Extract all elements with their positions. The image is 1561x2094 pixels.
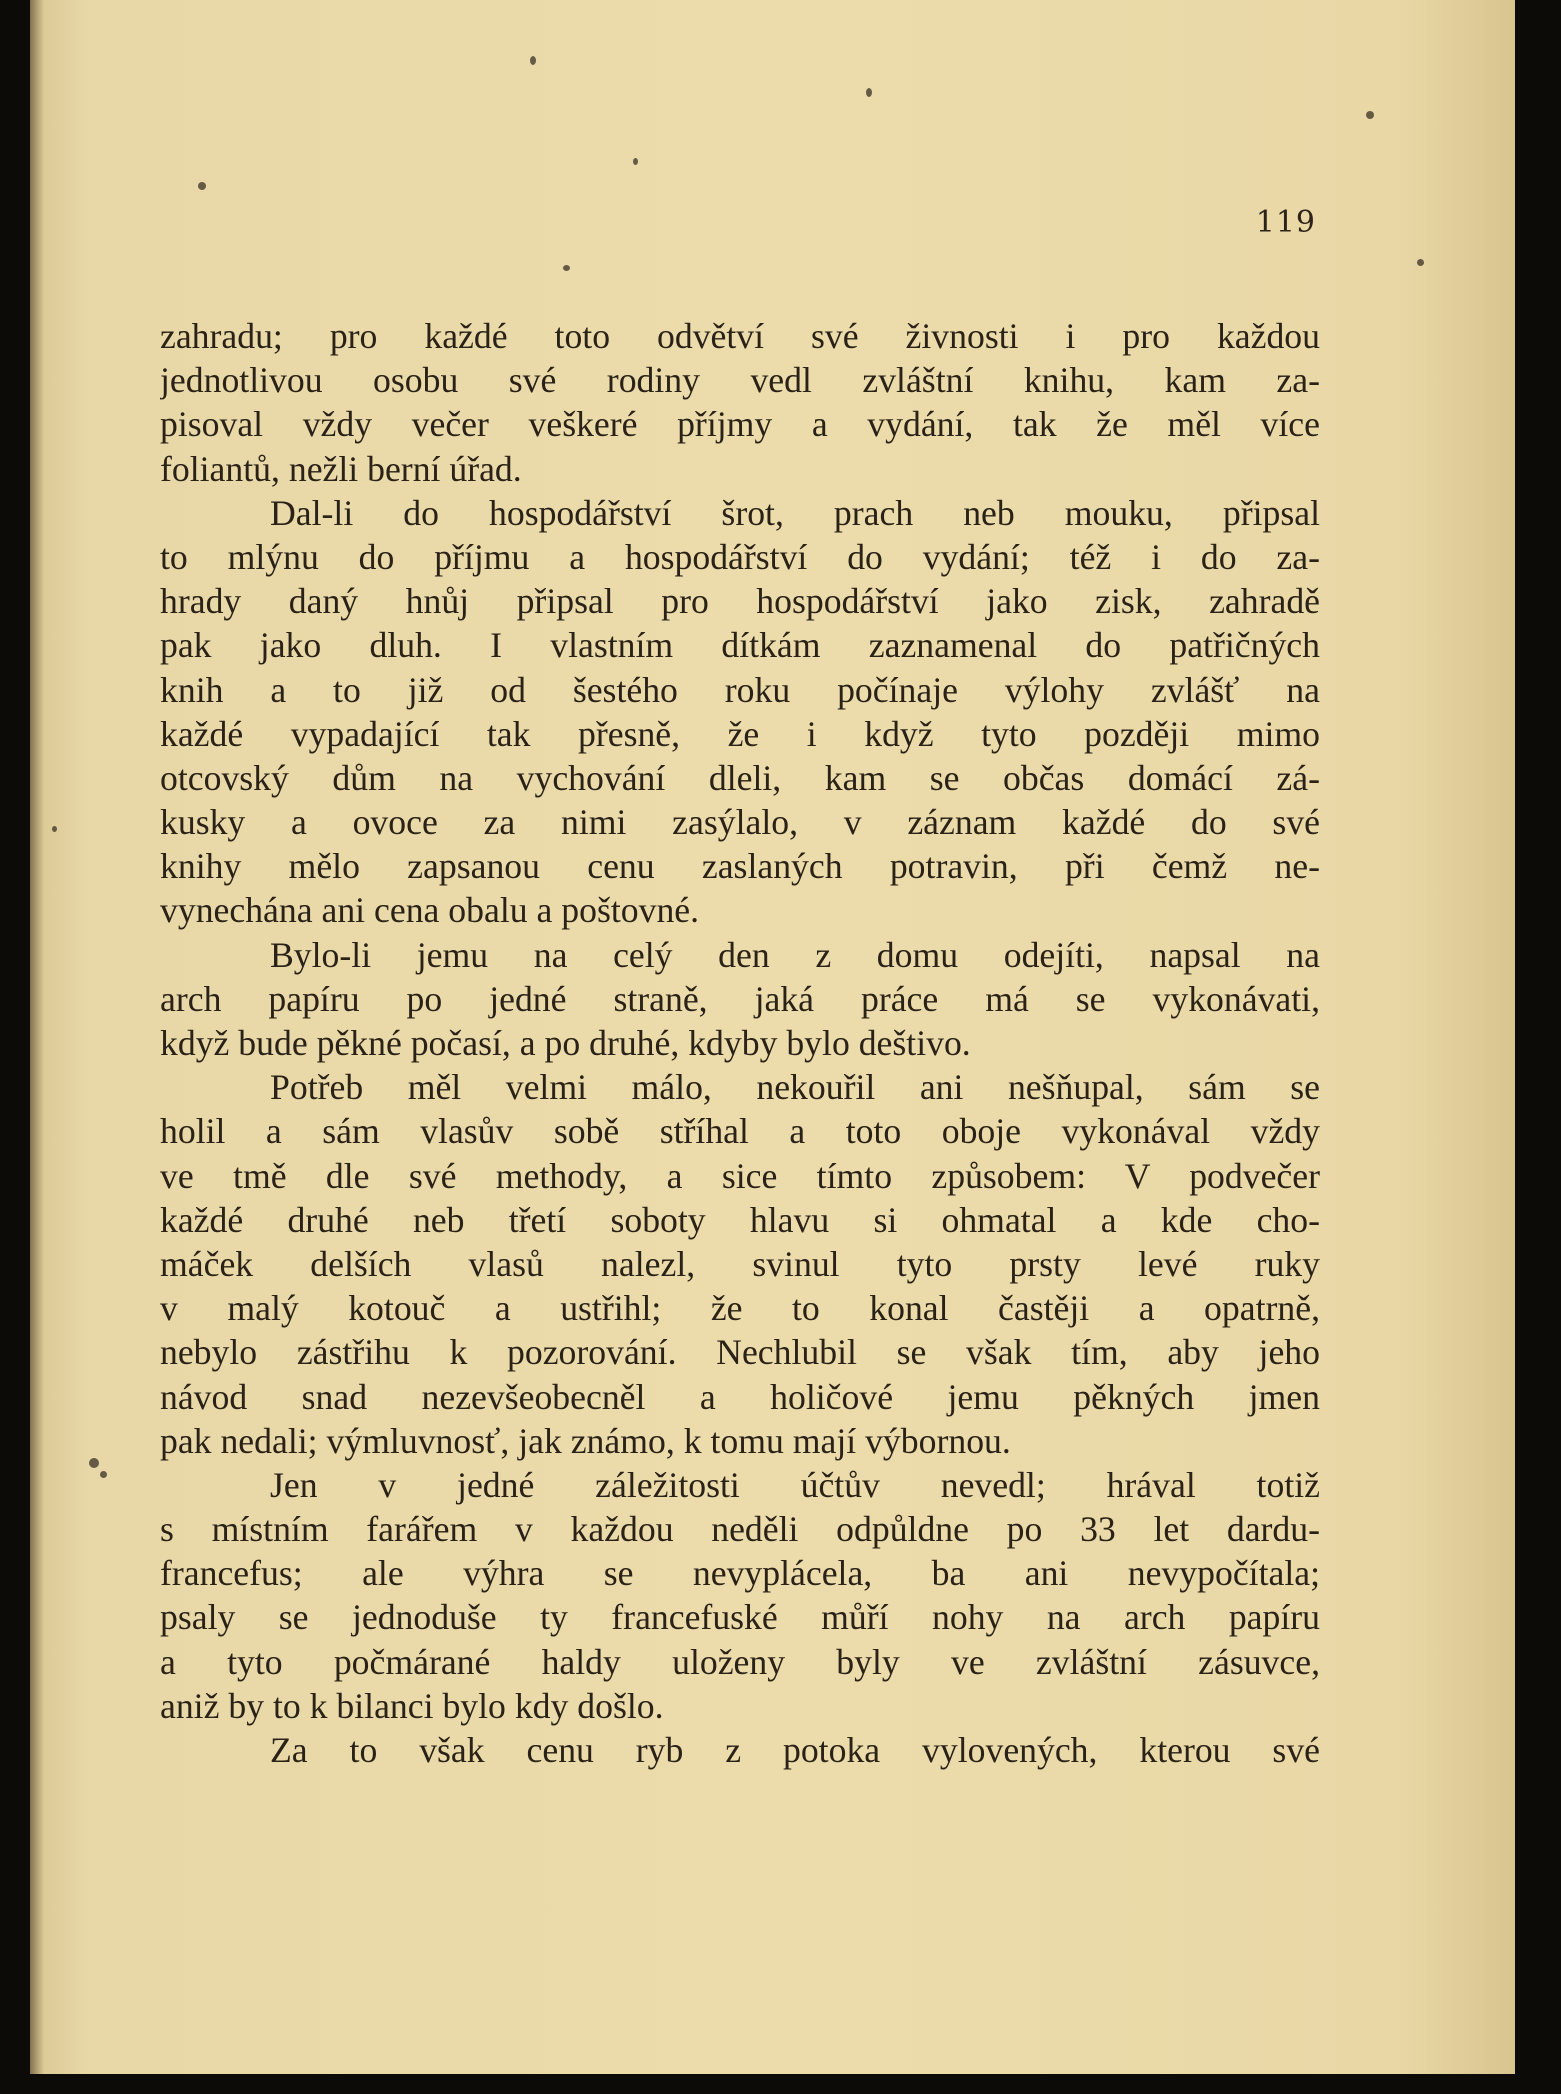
text-line: foliantů, nežli berní úřad. — [160, 448, 522, 489]
text-line: s místním farářem v každou neděli odpůldne po 33 let dardu- — [160, 1509, 1320, 1550]
text-line: knih a to již od šestého roku počínaje výlohy zvlášť na — [160, 669, 1320, 710]
paragraph-start-line: Za to však cenu ryb z potoka vylovených, kterou své — [270, 1730, 1320, 1770]
text-line: psaly se jednoduše ty francefuské můří nohy na arch papíru — [160, 1597, 1320, 1638]
text-line: kusky a ovoce za nimi zasýlalo, v záznam každé do své — [160, 802, 1320, 843]
text-line: hrady daný hnůj připsal pro hospodářství jako zisk, zahradě — [160, 581, 1320, 622]
paragraph-start-line: Jen v jedné záležitosti účtův nevedl; hrával totiž — [270, 1464, 1320, 1505]
dust-speck — [563, 265, 570, 271]
dust-speck — [530, 56, 536, 65]
text-line: návod snad nezevšeobecněl a holičové jemu pěkných jmen — [160, 1376, 1320, 1417]
text-line: každé vypadající tak přesně, že i když tyto později mimo — [160, 713, 1320, 754]
dust-speck — [1417, 259, 1424, 266]
dust-speck — [89, 1458, 99, 1468]
paragraph-start-line: Potřeb měl velmi málo, nekouřil ani nešňupal, sám se — [270, 1067, 1320, 1108]
dust-speck — [633, 158, 638, 165]
text-line: pak jako dluh. I vlastním dítkám zaznamenal do patřičných — [160, 625, 1320, 666]
page-number: 119 — [1255, 205, 1316, 240]
text-line: v malý kotouč a ustřihl; že to konal častěji a opatrně, — [160, 1288, 1320, 1329]
text-line: knihy mělo zapsanou cenu zaslaných potravin, při čemž ne- — [160, 846, 1320, 887]
text-line: jednotlivou osobu své rodiny vedl zvláštní knihu, kam za- — [160, 360, 1320, 401]
book-page — [30, 0, 1515, 2074]
text-line: francefus; ale výhra se nevyplácela, ba ani nevypočítala; — [160, 1553, 1320, 1594]
text-line: každé druhé neb třetí soboty hlavu si ohmatal a kde cho- — [160, 1199, 1320, 1240]
text-line: otcovský dům na vychování dleli, kam se občas domácí zá- — [160, 757, 1320, 798]
body-text — [160, 314, 1320, 1772]
gutter-shadow — [30, 0, 44, 2074]
dust-speck — [198, 182, 206, 190]
text-line: to mlýnu do příjmu a hospodářství do vydání; též i do za- — [160, 536, 1320, 577]
text-line: zahradu; pro každé toto odvětví své živnosti i pro každou — [160, 316, 1320, 356]
text-line: ve tmě dle své methody, a sice tímto způsobem: V podvečer — [160, 1155, 1320, 1196]
dust-speck — [100, 1471, 107, 1478]
text-line: holil a sám vlasův sobě stříhal a toto oboje vykonával vždy — [160, 1111, 1320, 1152]
dust-speck — [52, 826, 57, 832]
paragraph-start-line: Dal-li do hospodářství šrot, prach neb mouku, připsal — [270, 492, 1320, 533]
dust-speck — [1366, 111, 1374, 119]
text-line: a tyto počmárané haldy uloženy byly ve zvláštní zásuvce, — [160, 1641, 1320, 1682]
text-line: pak nedali; výmluvnosť, jak známo, k tomu mají výbornou. — [160, 1420, 1011, 1461]
text-line: máček delších vlasů nalezl, svinul tyto prsty levé ruky — [160, 1243, 1320, 1284]
text-line: pisoval vždy večer veškeré příjmy a vydání, tak že měl více — [160, 404, 1320, 445]
text-line: aniž by to k bilanci bylo kdy došlo. — [160, 1685, 664, 1726]
text-line: když bude pěkné počasí, a po druhé, kdyby bylo deštivo. — [160, 1023, 971, 1063]
dust-speck — [866, 88, 872, 97]
paragraph-start-line: Bylo-li jemu na celý den z domu odejíti, napsal na — [270, 934, 1320, 975]
text-line: vynechána ani cena obalu a poštovné. — [160, 890, 700, 931]
text-line: nebylo zástřihu k pozorování. Nechlubil se však tím, aby jeho — [160, 1332, 1320, 1373]
text-line: arch papíru po jedné straně, jaká práce má se vykonávati, — [160, 978, 1320, 1019]
